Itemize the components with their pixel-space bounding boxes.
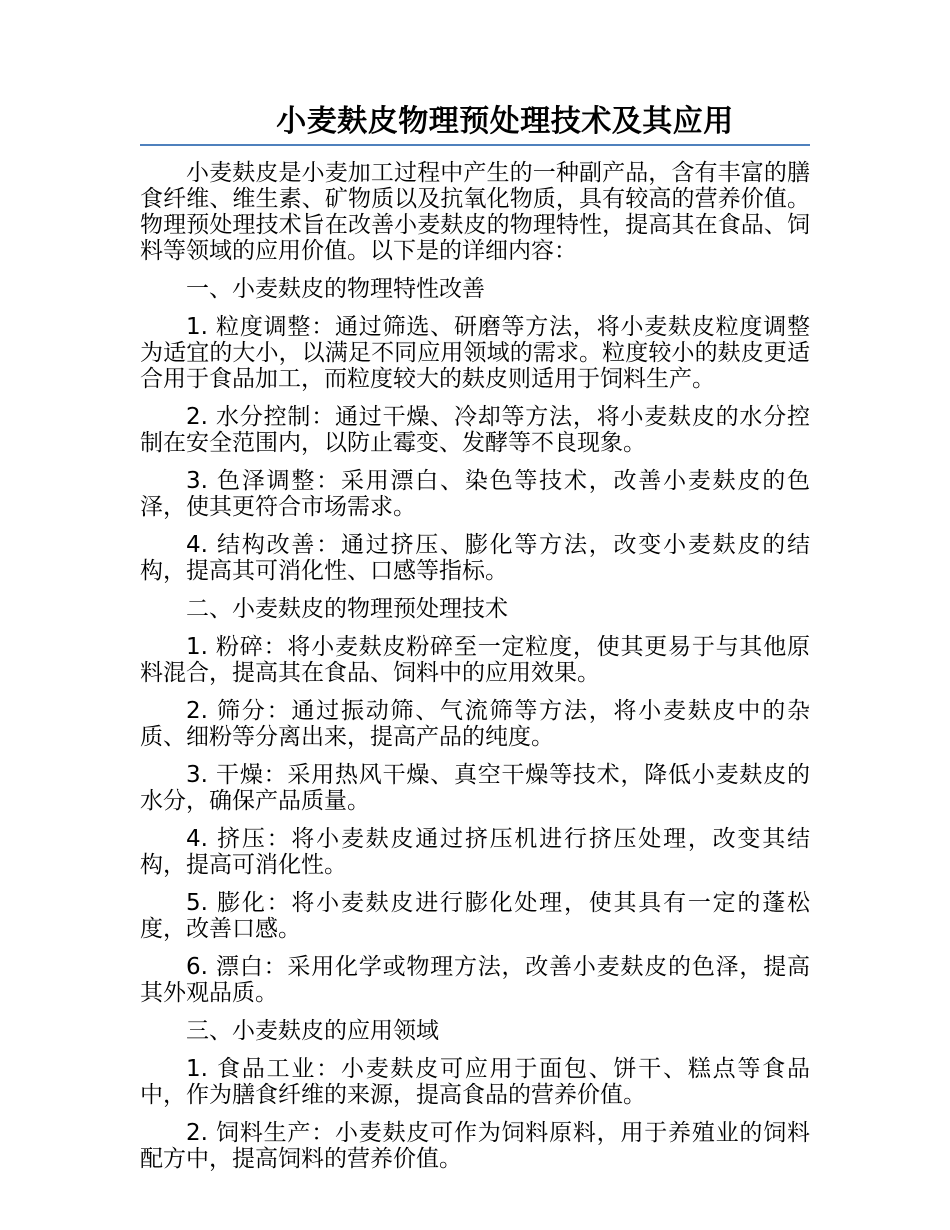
document-page [140,100,810,1184]
section-3-item-2: 2. 饲料生产：小麦麸皮可作为饲料原料，用于养殖业的饲料配方中，提高饲料的营养价值。 [140,1120,810,1172]
section-3-heading: 三、小麦麸皮的应用领域 [186,1018,439,1044]
section-2-item-4: 4. 挤压：将小麦麸皮通过挤压机进行挤压处理，改变其结构，提高可消化性。 [140,826,810,878]
title-underline [140,144,810,146]
document-title: 小麦麸皮物理预处理技术及其应用 [276,104,734,139]
section-2-item-3: 3. 干燥：采用热风干燥、真空干燥等技术，降低小麦麸皮的水分，确保产品质量。 [140,762,810,814]
intro-paragraph: 小麦麸皮是小麦加工过程中产生的一种副产品，含有丰富的膳食纤维、维生素、矿物质以及抗氧化物质，具有较高的营养价值。物理预处理技术旨在改善小麦麸皮的物理特性，提高其在食品、饲料等领域的应用价值。以下是的详细内容： [140,160,810,264]
section-2-item-1: 1. 粉碎：将小麦麸皮粉碎至一定粒度，使其更易于与其他原料混合，提高其在食品、饲料中的应用效果。 [140,634,810,686]
section-1-heading: 一、小麦麸皮的物理特性改善 [186,276,485,302]
section-2-item-6: 6. 漂白：采用化学或物理方法，改善小麦麸皮的色泽，提高其外观品质。 [140,954,810,1006]
section-1-item-3: 3. 色泽调整：采用漂白、染色等技术，改善小麦麸皮的色泽，使其更符合市场需求。 [140,468,810,520]
section-1-item-1: 1. 粒度调整：通过筛选、研磨等方法，将小麦麸皮粒度调整为适宜的大小，以满足不同应用领域的需求。粒度较小的麸皮更适合用于食品加工，而粒度较大的麸皮则适用于饲料生产。 [140,314,810,392]
section-1-item-2: 2. 水分控制：通过干燥、冷却等方法，将小麦麸皮的水分控制在安全范围内，以防止霉变、发酵等不良现象。 [140,404,810,456]
section-3-item-1: 1. 食品工业：小麦麸皮可应用于面包、饼干、糕点等食品中，作为膳食纤维的来源，提高食品的营养价值。 [140,1056,810,1108]
section-2-item-2: 2. 筛分：通过振动筛、气流筛等方法，将小麦麸皮中的杂质、细粉等分离出来，提高产品的纯度。 [140,698,810,750]
section-2-item-5: 5. 膨化：将小麦麸皮进行膨化处理，使其具有一定的蓬松度，改善口感。 [140,890,810,942]
section-2-heading: 二、小麦麸皮的物理预处理技术 [186,596,508,622]
section-1-item-4: 4. 结构改善：通过挤压、膨化等方法，改变小麦麸皮的结构，提高其可消化性、口感等指标。 [140,532,810,584]
